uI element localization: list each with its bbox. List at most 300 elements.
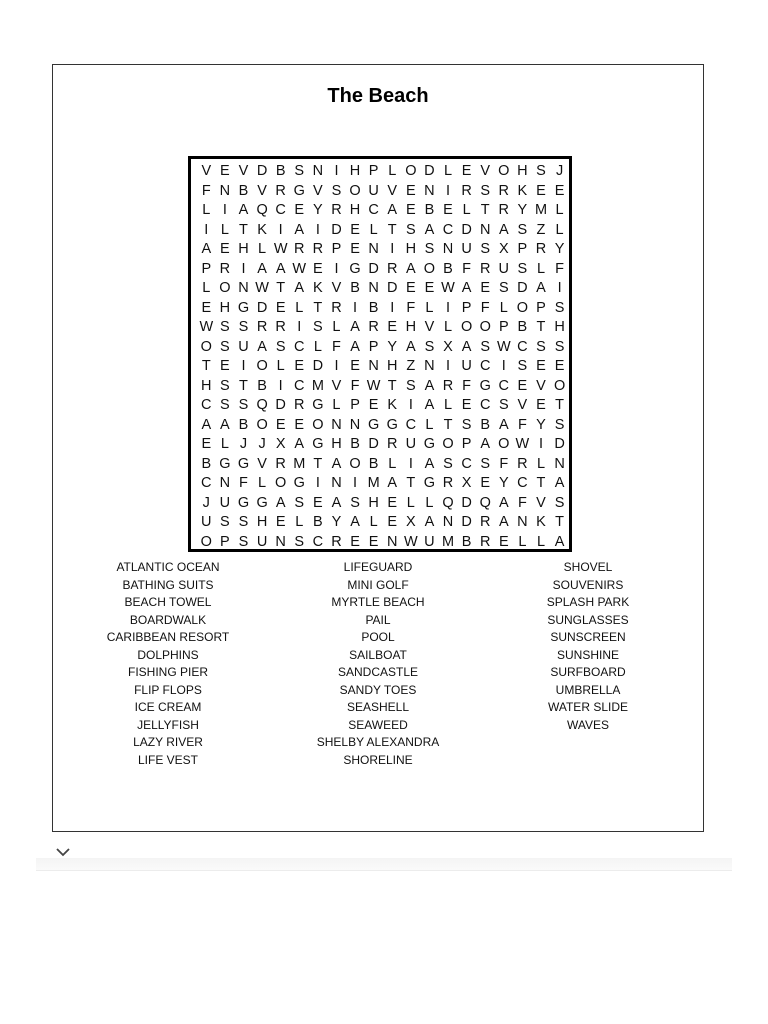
grid-letter: G: [479, 377, 491, 394]
grid-letter: R: [294, 397, 305, 413]
grid-letter: T: [406, 475, 416, 491]
grid-letter: P: [350, 397, 360, 413]
grid-letter: I: [241, 260, 246, 277]
grid-letter: G: [219, 455, 231, 472]
grid-letter: H: [517, 163, 528, 179]
grid-letter: W: [403, 533, 418, 550]
grid-letter: H: [368, 494, 379, 511]
grid-letter: L: [425, 494, 434, 511]
grid-letter: E: [387, 514, 398, 530]
grid-letter: B: [350, 280, 360, 296]
grid-letter: F: [239, 475, 248, 491]
grid-letter: N: [424, 358, 435, 374]
grid-row: [191, 357, 569, 377]
grid-letter: C: [405, 416, 417, 433]
grid-letter: G: [349, 260, 361, 277]
grid-letter: M: [441, 533, 455, 550]
grid-letter: E: [350, 241, 360, 257]
grid-letter: C: [517, 475, 528, 491]
grid-letter: H: [405, 319, 417, 335]
grid-row: [191, 201, 569, 221]
grid-letter: F: [462, 377, 472, 394]
grid-letter: G: [312, 436, 324, 452]
grid-letter: K: [536, 514, 546, 530]
grid-letter: E: [554, 182, 565, 199]
word-list-item: JELLYFISH: [137, 717, 199, 732]
grid-letter: N: [349, 416, 361, 433]
grid-letter: P: [461, 436, 472, 452]
grid-letter: A: [294, 436, 305, 452]
grid-letter: E: [536, 182, 546, 199]
grid-letter: E: [220, 163, 230, 179]
grid-letter: R: [442, 377, 454, 394]
grid-letter: D: [424, 163, 435, 179]
grid-letter: A: [424, 514, 435, 530]
grid-letter: S: [220, 377, 230, 394]
grid-letter: O: [460, 319, 473, 335]
grid-letter: G: [293, 475, 305, 491]
word-list-item: ICE CREAM: [134, 700, 202, 714]
grid-letter: A: [424, 221, 435, 238]
grid-letter: L: [202, 202, 211, 218]
grid-letter: T: [313, 299, 323, 316]
grid-letter: D: [386, 280, 398, 296]
grid-letter: D: [312, 358, 324, 374]
grid-letter: L: [295, 299, 304, 316]
grid-letter: T: [536, 319, 546, 335]
grid-letter: A: [498, 514, 509, 530]
word-list-item: SAILBOAT: [349, 647, 407, 662]
grid-row: [191, 338, 569, 358]
grid-letter: B: [201, 455, 212, 472]
grid-letter: E: [294, 358, 305, 374]
grid-letter: E: [387, 494, 398, 511]
grid-letter: E: [536, 358, 546, 374]
grid-letter: I: [204, 221, 209, 238]
grid-letter: O: [219, 280, 231, 296]
grid-letter: N: [442, 241, 454, 257]
grid-letter: V: [480, 163, 491, 179]
grid-letter: P: [368, 338, 379, 355]
grid-letter: F: [499, 455, 509, 472]
word-list-item: SANDCASTLE: [337, 665, 419, 679]
grid-letter: R: [294, 241, 305, 257]
grid-letter: L: [443, 163, 453, 179]
grid-letter: S: [498, 280, 509, 296]
grid-letter: O: [479, 319, 491, 335]
grid-letter: R: [386, 436, 398, 452]
grid-letter: Y: [536, 416, 546, 433]
word-list-item: PAIL: [365, 612, 391, 627]
grid-letter: A: [554, 475, 565, 491]
grid-letter: L: [555, 202, 564, 218]
grid-letter: E: [405, 202, 416, 218]
grid-letter: A: [350, 319, 360, 335]
grid-letter: C: [201, 475, 212, 491]
word-list-item: SOUVENIRS: [552, 577, 624, 592]
grid-letter: N: [424, 182, 435, 199]
grid-letter: F: [555, 260, 564, 277]
grid-letter: K: [517, 182, 528, 199]
grid-letter: F: [462, 260, 472, 277]
grid-letter: L: [332, 319, 341, 335]
grid-letter: H: [238, 241, 249, 257]
grid-letter: A: [294, 280, 305, 296]
grid-letter: R: [479, 260, 491, 277]
grid-letter: I: [334, 163, 339, 179]
grid-letter: O: [516, 299, 529, 316]
grid-letter: N: [517, 514, 528, 530]
grid-letter: Q: [442, 494, 454, 511]
grid-letter: I: [538, 436, 543, 452]
grid-letter: N: [312, 163, 324, 179]
grid-letter: I: [408, 455, 413, 472]
grid-letter: Y: [554, 241, 565, 257]
grid-letter: I: [446, 182, 451, 199]
grid-letter: J: [555, 163, 564, 179]
grid-letter: H: [201, 377, 212, 394]
grid-letter: C: [275, 202, 286, 218]
word-list-item: SEASHELL: [346, 700, 410, 714]
grid-row: [191, 455, 569, 475]
word-list-column-3: [513, 559, 663, 734]
grid-letter: O: [256, 358, 268, 374]
grid-letter: I: [297, 319, 302, 335]
grid-letter: S: [480, 182, 491, 199]
grid-letter: R: [256, 319, 268, 335]
grid-letter: E: [220, 358, 230, 374]
grid-letter: K: [313, 280, 323, 296]
grid-letter: S: [480, 241, 491, 257]
grid-letter: A: [461, 338, 472, 355]
grid-letter: Q: [256, 397, 268, 413]
grid-letter: B: [517, 319, 528, 335]
grid-letter: L: [518, 533, 527, 550]
grid-letter: N: [368, 280, 379, 296]
grid-letter: A: [536, 280, 546, 296]
grid-letter: L: [443, 397, 453, 413]
grid-letter: E: [294, 416, 305, 433]
grid-letter: E: [498, 533, 509, 550]
grid-letter: H: [349, 163, 361, 179]
grid-letter: F: [480, 299, 490, 316]
grid-letter: L: [220, 221, 229, 238]
word-list-item: FISHING PIER: [127, 665, 208, 679]
grid-letter: L: [295, 514, 304, 530]
grid-letter: R: [535, 241, 547, 257]
grid-letter: W: [515, 436, 530, 452]
grid-letter: S: [517, 358, 528, 374]
grid-letter: I: [278, 221, 283, 238]
grid-letter: E: [313, 260, 323, 277]
grid-letter: A: [498, 416, 509, 433]
word-list-item: SHOVEL: [563, 560, 613, 574]
grid-letter: R: [517, 455, 528, 472]
grid-letter: U: [461, 358, 472, 374]
grid-letter: L: [220, 436, 229, 452]
grid-letter: L: [536, 455, 546, 472]
grid-letter: W: [199, 319, 214, 335]
grid-letter: B: [238, 182, 249, 199]
grid-letter: J: [258, 436, 266, 452]
word-list-item: SEAWEED: [348, 717, 408, 732]
grid-letter: V: [331, 377, 342, 394]
grid-letter: X: [405, 514, 416, 530]
grid-letter: B: [275, 163, 286, 179]
grid-letter: Q: [479, 494, 491, 511]
grid-letter: N: [386, 533, 398, 550]
grid-letter: F: [201, 182, 211, 199]
grid-letter: O: [442, 436, 454, 452]
grid-letter: S: [536, 163, 546, 179]
grid-letter: E: [461, 163, 472, 179]
grid-letter: V: [331, 280, 342, 296]
grid-letter: D: [256, 163, 268, 179]
grid-letter: L: [369, 514, 378, 530]
grid-letter: T: [239, 221, 248, 238]
grid-letter: B: [480, 416, 491, 433]
grid-letter: O: [553, 377, 566, 394]
grid-letter: R: [331, 202, 342, 218]
word-list-item: BOARDWALK: [129, 612, 207, 627]
grid-letter: G: [237, 299, 250, 316]
grid-letter: S: [405, 377, 416, 394]
grid-letter: S: [443, 455, 453, 472]
grid-letter: E: [201, 299, 212, 316]
grid-letter: H: [386, 358, 398, 374]
grid-letter: D: [368, 260, 379, 277]
grid-letter: D: [256, 299, 268, 316]
grid-letter: D: [275, 397, 286, 413]
grid-letter: X: [498, 241, 509, 257]
grid-letter: U: [219, 494, 231, 511]
grid-letter: S: [238, 533, 249, 550]
grid-letter: L: [369, 221, 378, 238]
grid-letter: A: [424, 377, 435, 394]
grid-letter: E: [350, 533, 360, 550]
grid-letter: A: [387, 202, 398, 218]
grid-letter: N: [331, 416, 342, 433]
grid-letter: E: [275, 299, 286, 316]
grid-letter: B: [443, 260, 453, 277]
grid-letter: A: [257, 338, 267, 355]
grid-letter: G: [386, 416, 398, 433]
grid-letter: N: [368, 241, 379, 257]
grid-letter: S: [424, 338, 435, 355]
grid-letter: E: [201, 436, 212, 452]
grid-letter: T: [387, 377, 397, 394]
grid-letter: O: [349, 455, 361, 472]
grid-letter: I: [390, 241, 395, 257]
grid-letter: A: [387, 475, 398, 491]
grid-row: [191, 162, 569, 182]
grid-letter: P: [368, 163, 379, 179]
grid-letter: X: [443, 338, 453, 355]
letter-grid: [188, 156, 572, 552]
grid-row: [191, 494, 569, 514]
word-list-item: BEACH TOWEL: [124, 595, 212, 609]
word-list-item: SHELBY ALEXANDRA: [316, 735, 440, 749]
grid-letter: P: [331, 241, 342, 257]
grid-letter: B: [238, 416, 249, 433]
word-list-item: SPLASH PARK: [546, 595, 630, 609]
word-list-item: WATER SLIDE: [547, 700, 628, 714]
grid-letter: O: [275, 475, 287, 491]
grid-letter: C: [294, 377, 305, 394]
grid-letter: E: [350, 358, 360, 374]
grid-letter: E: [275, 514, 286, 530]
grid-letter: E: [405, 280, 416, 296]
grid-letter: Z: [536, 221, 546, 238]
grid-letter: T: [313, 455, 323, 472]
grid-letter: E: [554, 358, 565, 374]
grid-letter: T: [239, 377, 248, 394]
grid-row: [191, 533, 569, 553]
grid-letter: U: [498, 260, 510, 277]
grid-letter: O: [498, 163, 510, 179]
grid-letter: U: [238, 338, 249, 355]
word-list-item: BATHING SUITS: [122, 577, 214, 592]
word-list-item: FLIP FLOPS: [134, 682, 202, 697]
grid-letter: R: [479, 514, 491, 530]
grid-letter: S: [238, 514, 249, 530]
grid-letter: R: [275, 319, 286, 335]
grid-row: [191, 221, 569, 241]
grid-letter: B: [350, 436, 360, 452]
grid-row: [191, 260, 569, 280]
word-list-item: SURFBOARD: [550, 665, 626, 679]
word-list-item: SUNSHINE: [556, 647, 619, 662]
grid-letter: I: [446, 358, 451, 374]
grid-letter: S: [238, 397, 249, 413]
word-list-item: SANDY TOES: [339, 682, 417, 697]
grid-letter: A: [498, 494, 509, 511]
grid-letter: S: [536, 338, 546, 355]
grid-letter: V: [238, 163, 249, 179]
grid-letter: E: [405, 182, 416, 199]
grid-letter: R: [312, 241, 324, 257]
grid-letter: A: [201, 241, 212, 257]
grid-letter: R: [275, 455, 286, 472]
grid-letter: C: [479, 397, 491, 413]
grid-letter: H: [349, 202, 361, 218]
grid-letter: K: [387, 397, 398, 413]
grid-letter: O: [312, 416, 324, 433]
grid-letter: S: [554, 416, 565, 433]
word-list-item: LAZY RIVER: [133, 735, 203, 749]
grid-letter: Y: [387, 338, 398, 355]
grid-letter: U: [461, 241, 472, 257]
grid-letter: A: [294, 221, 305, 238]
grid-letter: G: [237, 494, 250, 511]
grid-letter: G: [293, 182, 305, 199]
grid-letter: S: [331, 182, 342, 199]
grid-row: [191, 435, 569, 455]
grid-letter: N: [554, 455, 565, 472]
word-list-column-1: [93, 559, 243, 769]
grid-letter: I: [390, 299, 395, 316]
grid-letter: B: [313, 514, 323, 530]
grid-letter: J: [239, 436, 248, 452]
grid-letter: D: [461, 494, 472, 511]
grid-letter: H: [219, 299, 231, 316]
grid-letter: W: [441, 280, 455, 296]
grid-letter: S: [554, 338, 565, 355]
grid-letter: G: [423, 436, 436, 452]
word-list-item: SHORELINE: [343, 752, 413, 767]
word-list-item: MINI GOLF: [347, 577, 409, 592]
grid-letter: Z: [406, 358, 416, 374]
grid-letter: I: [446, 299, 451, 316]
grid-letter: T: [480, 202, 490, 218]
grid-letter: S: [294, 163, 305, 179]
grid-letter: L: [425, 416, 434, 433]
grid-letter: S: [554, 299, 565, 316]
grid-letter: P: [536, 299, 546, 316]
grid-letter: I: [222, 202, 227, 218]
grid-letter: E: [480, 280, 491, 296]
grid-letter: S: [424, 241, 435, 257]
grid-letter: H: [331, 436, 342, 452]
grid-row: [191, 513, 569, 533]
grid-letter: R: [461, 182, 472, 199]
grid-letter: I: [408, 397, 413, 413]
grid-letter: W: [496, 338, 511, 355]
grid-letter: L: [258, 475, 267, 491]
grid-letter: B: [368, 455, 379, 472]
grid-letter: W: [292, 260, 307, 277]
grid-letter: O: [498, 436, 510, 452]
grid-letter: E: [368, 533, 379, 550]
grid-letter: U: [405, 436, 417, 452]
grid-letter: P: [220, 533, 230, 550]
grid-letter: I: [334, 260, 339, 277]
grid-letter: S: [480, 338, 491, 355]
grid-letter: S: [405, 221, 416, 238]
grid-row: [191, 416, 569, 436]
grid-letter: S: [294, 494, 305, 511]
grid-row: [191, 377, 569, 397]
grid-letter: S: [220, 319, 230, 335]
grid-letter: N: [368, 358, 379, 374]
grid-letter: E: [368, 397, 379, 413]
word-list-item: SUNGLASSES: [547, 612, 629, 627]
grid-row: [191, 182, 569, 202]
grid-letter: F: [350, 377, 360, 394]
grid-letter: N: [442, 514, 454, 530]
word-list-item: LIFEGUARD: [343, 560, 413, 574]
grid-letter: X: [461, 475, 472, 491]
grid-letter: W: [366, 377, 381, 394]
grid-row: [191, 318, 569, 338]
grid-letter: A: [405, 260, 416, 277]
grid-letter: C: [517, 338, 528, 355]
grid-letter: E: [480, 475, 491, 491]
grid-letter: S: [220, 397, 230, 413]
grid-letter: C: [461, 455, 472, 472]
grid-letter: H: [554, 319, 565, 335]
grid-letter: O: [423, 260, 436, 277]
grid-letter: A: [554, 533, 565, 550]
grid-letter: E: [443, 202, 453, 218]
grid-row: [191, 396, 569, 416]
grid-letter: P: [498, 319, 509, 335]
grid-letter: A: [275, 494, 286, 511]
grid-letter: L: [425, 299, 434, 316]
grid-letter: M: [311, 377, 324, 394]
grid-letter: T: [536, 475, 546, 491]
grid-letter: L: [443, 319, 453, 335]
